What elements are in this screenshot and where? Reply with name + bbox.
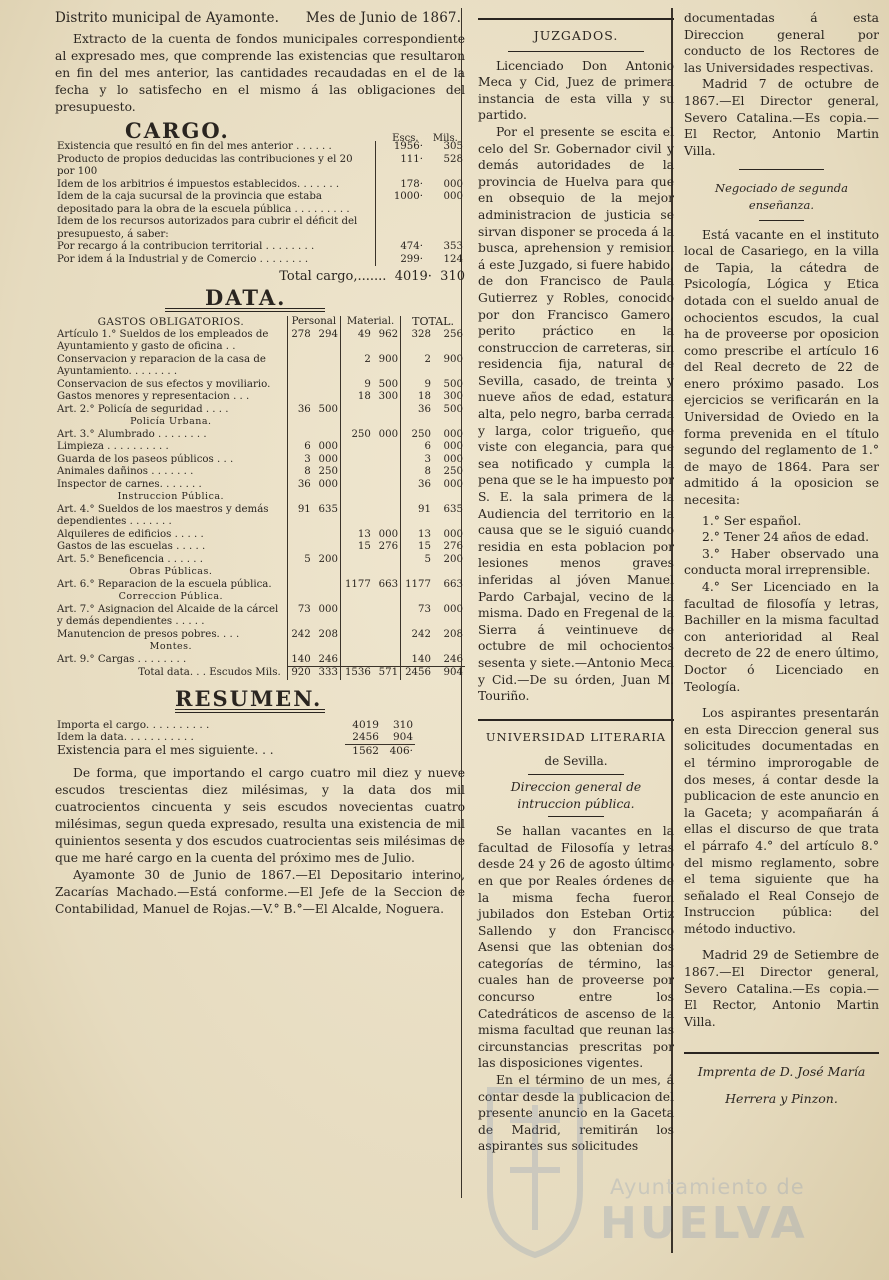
resumen-title: RESUMEN. [175,685,323,711]
data-spacer-cell [373,416,401,429]
data-total-mils: 900 [443,353,463,365]
data-row-label: Alquileres de edificios . . . . . [57,528,204,540]
cargo-row-label: Idem de los arbitrios é impuestos establecidos. . . . . . . [57,178,340,190]
data-spacer-cell [287,641,313,654]
page-header [55,10,465,27]
data-row-label: Art. 7.° Asignacion del Alcaide de la cárcel y demás dependientes . . . . . [57,603,279,627]
data-personal-mils: 250 [318,466,338,477]
closing-paragraph: De forma, que importando el cargo cuatro mil diez y nueve escudos trescientas diez milésimas, y la data dos mil cuatrocientos cincuenta y seis escudos novecientas cuatro milésimas, segun queda expresado, resulta una existencia de mil quinientos sesenta y dos escudos cuatrocientas seis milésimas de que me haré cargo en la cuenta del próximo mes de Julio. [55,766,465,865]
data-total-mils: 000 [443,453,463,465]
data-material-mils [373,629,401,642]
column-negociado [684,10,879,1108]
data-row-label: Art. 9.° Cargas . . . . . . . . [57,653,187,665]
watermark-line1: Ayuntamiento de [610,1175,805,1199]
cargo-total-label: Total cargo,....... [279,269,387,284]
data-row-label: Manutencion de presos pobres. . . . [57,628,240,640]
closing-text [55,765,465,918]
cargo-col-mils: Mils. [432,133,458,144]
data-row [55,654,465,667]
cargo-row-escs: 1956· [375,141,425,154]
data-personal-mils: 294 [318,328,338,340]
resumen-escs: 2456 [345,731,381,744]
data-total-mils: 500 [443,378,463,390]
data-personal-escs: 36 [287,404,313,417]
resumen-mils: 310 [392,718,413,731]
data-total-mils: 246 [443,653,463,665]
data-section-head: Instruccion Pública. [117,491,225,502]
closing-signature: Ayamonte 30 de Junio de 1867.—El Depositario interino, Zacarías Machado.—Está conforme.—El Jefe de la Seccion de Contabilidad, Manuel de Rojas.—V.° B.°—El Alcalde, Noguera. [55,868,465,916]
data-material-escs: 9 [340,379,372,392]
data-personal-mils [313,354,341,379]
data-personal-mils [313,391,341,404]
cargo-row-mils [425,216,465,241]
data-total-escs: 8 [401,466,433,479]
data-total-escs: 140 [401,654,433,667]
data-personal-escs: 3 [287,454,313,467]
data-material-mils: 962 [378,328,399,340]
data-personal-escs: 73 [287,604,313,629]
data-spacer-cell [433,591,465,604]
resumen-section [55,685,465,758]
resumen-table [55,719,465,758]
data-total-p2: 333 [313,667,341,680]
data-row-label: Gastos de las escuelas . . . . . [57,541,206,552]
data-row [55,466,465,479]
data-row [55,579,465,592]
cargo-row [55,154,465,179]
data-total-mils: 000 [443,603,463,615]
cargo-row [55,179,465,192]
data-material-escs [340,629,372,642]
data-total-escs: 5 [401,554,433,567]
cargo-row-label: Por recargo á la contribucion territorial . . . . . . . . [57,241,315,252]
data-material-mils [373,554,401,567]
imprenta-line2: Herrera y Pinzon. [725,1091,838,1107]
requirements-list [684,513,879,696]
data-personal-escs: 242 [287,629,313,642]
resumen-label: Importa el cargo. . . . . . . . . . [57,718,210,731]
data-spacer-cell [313,416,341,429]
data-material-mils [373,504,401,529]
data-spacer-cell [313,566,341,579]
juzgados-title: JUZGADOS. [533,28,619,43]
data-spacer-cell [287,416,313,429]
data-material-mils [373,654,401,667]
vacante-paragraph: Está vacante en el instituto local de Casariego, en la villa de Tapia, la cátedra de Psicología, Lógica y Etica dotada con el sueldo anual de ochocientos escudos, la cual ha de proveerse por oposicion como prescribe el artículo 16 del Real decreto de 22 de enero próximo pasado. Los ejercicios se verificarán en la Universidad de Oviedo en la forma prevenida en el título segundo del reglamento de 1.° de mayo de 1864. Para ser admitido á la oposicion se necesita: [684,227,879,508]
data-total-mils: 208 [443,628,463,640]
cargo-row-label: Existencia que resultó en fin del mes anterior . . . . . . [57,141,332,152]
direccion-general: Direccion general de intruccion pública. [510,779,642,811]
data-material-escs [340,441,372,454]
cargo-row-escs [375,216,425,241]
resumen-row [55,744,465,757]
cargo-row-mils: 353 [443,241,463,252]
data-personal-escs: 140 [287,654,313,667]
data-section-head: Policía Urbana. [130,416,212,427]
data-spacer-cell [373,641,401,654]
cargo-row [55,216,465,241]
data-row [55,391,465,404]
data-row [55,604,465,629]
data-personal-escs [287,354,313,379]
data-spacer-cell [340,591,372,604]
data-spacer-cell [433,416,465,429]
data-total-m2: 571 [373,667,401,680]
data-total-mils: 256 [443,328,463,340]
data-row [55,504,465,529]
cargo-title: CARGO. [125,118,230,143]
header-district: Distrito municipal de Ayamonte. [55,10,280,26]
data-material-escs [340,454,372,467]
resumen-row [55,719,465,732]
data-total-escs: 18 [401,391,433,404]
cargo-row [55,191,465,216]
data-spacer-cell [287,491,313,504]
data-personal-escs [287,541,313,554]
data-spacer-cell [340,491,372,504]
data-material-escs: 2 [340,354,372,379]
data-personal-mils: 635 [318,503,338,515]
data-section-head: Obras Públicas. [129,566,213,577]
cargo-total [55,268,465,285]
col3-signature-1: Madrid 7 de octubre de 1867.—El Director general, Severo Catalina.—Es copia.—El Rector, Antonio Martin Villa. [684,77,879,158]
data-total-escs: 328 [401,329,433,354]
data-personal-escs [287,379,313,392]
data-row [55,554,465,567]
resumen-escs: 1562 [352,744,379,757]
requirement-item: 3.° Haber observado una conducta moral irreprensible. [684,546,879,578]
data-personal-escs: 91 [287,504,313,529]
data-table [55,316,465,680]
data-material-escs: 49 [340,329,372,354]
data-material-mils [373,441,401,454]
data-total-mils: 000 [443,441,463,452]
cargo-row-label: Por idem á la Industrial y de Comercio . . . . . . . . [57,253,309,265]
data-total-escs: 6 [401,441,433,454]
gastos-head: GASTOS OBLIGATORIOS. [97,316,245,328]
col3-continuation: documentadas á esta Direccion general por conducto de los Rectores de las Universidades respectivas. [684,11,879,75]
cargo-row-mils: 000 [443,191,463,202]
data-spacer-cell [340,641,372,654]
data-total-mils: 276 [443,541,463,552]
data-spacer-cell [340,566,372,579]
data-row-label: Art. 2.° Policía de seguridad . . . . [57,403,229,415]
data-spacer-cell [401,591,433,604]
data-material-mils: 000 [378,428,399,440]
data-material-escs: 13 [340,529,372,542]
cargo-total-mils: 310 [440,269,465,284]
data-personal-mils [313,579,341,592]
data-row [55,529,465,542]
data-total-escs: 3 [401,454,433,467]
cargo-row-mils: 528 [443,153,463,165]
data-personal-escs: 36 [287,479,313,492]
negociado-heading: Negociado de segunda enseñanza. [715,181,848,212]
data-personal-mils [313,529,341,542]
data-spacer-cell [313,591,341,604]
cargo-table [55,141,465,266]
data-spacer-cell [401,641,433,654]
data-section [55,285,465,680]
requirement-item: 2.° Tener 24 años de edad. [702,530,870,545]
data-spacer-cell [313,491,341,504]
col3-signature-2: Madrid 29 de Setiembre de 1867.—El Director general, Severo Catalina.—Es copia.—El Rector, Antonio Martin Villa. [684,948,879,1029]
resumen-escs: 4019 [352,718,379,731]
data-material-mils: 663 [378,578,399,590]
resumen-label: Existencia para el mes siguiente. . . [57,743,274,757]
data-spacer-cell [401,416,433,429]
data-section-row [55,566,465,579]
universidad-body: Se hallan vacantes en la facultad de Filosofía y letras desde 24 y 26 de agosto último en que por Reales órdenes de la misma fecha fueron jubilados don Esteban Ortiz Sallendo y don Francisco Asensi que las obtenian dos categorías de término, las cuales han de proveerse por concurso entre los Catedráticos de ascenso de la misma facultad que reunan las circunstancias prescritas por las disposiciones vigentes. [478,824,674,1071]
data-total-mils: 663 [443,578,463,590]
data-row [55,329,465,354]
data-total-escs: 250 [401,429,433,442]
data-personal-escs [287,429,313,442]
requirement-item: 4.° Ser Licenciado en la facultad de filosofía y letras, Bachiller en la misma facultad con anterioridad al Real decreto de 22 de enero último, Doctor ó Licenciado en Teología. [684,580,879,694]
data-row [55,441,465,454]
data-total-mils: 500 [443,403,463,415]
data-total-escs: 36 [401,479,433,492]
data-personal-mils [313,379,341,392]
data-section-row [55,591,465,604]
data-personal-escs [287,529,313,542]
data-row [55,429,465,442]
universidad-subtitle: de Sevilla. [544,754,608,769]
cargo-row-escs: 474· [375,241,425,254]
data-row-label: Inspector de carnes. . . . . . . [57,478,202,490]
cargo-row-label: Producto de propios deducidas las contribuciones y el 20 por 100 [57,153,353,177]
data-spacer-cell [401,491,433,504]
data-spacer-cell [433,566,465,579]
col-personal: Personal [287,316,340,329]
data-material-escs [340,604,372,629]
data-section-row [55,641,465,654]
data-total-mils: 200 [443,553,463,565]
data-row-label: Limpieza . . . . . . . . . . [57,441,169,452]
data-total-t1: 2456 [401,667,433,680]
data-row-label: Conservacion de sus efectos y moviliario. [57,378,271,390]
data-personal-escs [287,391,313,404]
data-row [55,379,465,392]
data-personal-escs: 8 [287,466,313,479]
data-material-escs [340,479,372,492]
data-personal-mils: 000 [318,478,338,490]
cargo-row-mils: 305 [443,141,463,152]
watermark-line2: HUELVA [600,1198,808,1249]
data-material-escs [340,404,372,417]
data-personal-escs: 278 [287,329,313,354]
data-spacer-cell [433,641,465,654]
cargo-row-escs: 299· [375,254,425,267]
data-material-escs [340,466,372,479]
data-personal-mils: 246 [318,653,338,665]
universidad-term: En el término de un mes, á contar desde la publicacion del presente anuncio en la Gaceta de Madrid, remitirán los aspirantes sus solicitudes [478,1073,674,1154]
data-personal-mils: 208 [318,628,338,640]
data-total-mils: 250 [443,466,463,477]
resumen-spacer [415,719,465,732]
data-row [55,354,465,379]
cargo-row-mils: 124 [443,253,463,265]
data-section-head: Montes. [149,641,193,652]
data-total-escs: 9 [401,379,433,392]
data-personal-mils: 500 [318,403,338,415]
data-total-escs: 73 [401,604,433,629]
data-material-mils [373,479,401,492]
cargo-row-escs: 178· [375,179,425,192]
data-spacer-cell [433,491,465,504]
resumen-mils: 406· [389,744,413,757]
data-material-escs [340,654,372,667]
cargo-row-escs: 1000· [375,191,425,216]
data-title: DATA. [205,285,287,310]
data-material-mils: 500 [378,378,399,390]
data-personal-escs: 6 [287,441,313,454]
cargo-row-label: Idem de la caja sucursal de la provincia que estaba depositado para la obra de la escuela pública . . . . . . . . . [57,191,350,215]
data-row-label: Art. 5.° Beneficencia . . . . . . [57,553,203,565]
column-accounts [55,10,465,918]
universidad-title: UNIVERSIDAD LITERARIA [485,729,667,744]
data-section-row [55,491,465,504]
data-spacer-cell [373,566,401,579]
data-section-head: Correccion Pública. [118,591,224,602]
data-row [55,404,465,417]
data-total-label: Total data. . . Escudos Mils. [138,666,281,678]
data-personal-mils: 000 [318,603,338,615]
cargo-row [55,241,465,254]
data-material-escs: 1177 [340,579,372,592]
resumen-mils: 904 [381,731,415,744]
aspirantes-paragraph: Los aspirantes presentarán en esta Direccion general sus solicitudes documentadas en el término improrogable de dos meses, á contar desde la publicacion de este anuncio en la Gaceta; y acompañarán á ellas el discurso de que trata el párrafo 4.° del artículo 8.° del mismo reglamento, sobre el tema siguiente que ha señalado el Real Consejo de Instruccion pública: del método inductivo. [684,706,879,936]
data-spacer-cell [287,566,313,579]
cargo-row [55,254,465,267]
data-personal-mils: 200 [318,553,338,565]
data-total-mils: 300 [443,391,463,402]
data-total-mils: 000 [443,478,463,490]
data-row [55,629,465,642]
data-personal-mils [313,541,341,554]
cargo-col-escs: Escs. [392,133,419,144]
data-row [55,454,465,467]
data-row [55,541,465,554]
data-row-label: Guarda de los paseos públicos . . . [57,453,234,465]
data-total-escs: 36 [401,404,433,417]
imprenta-line1: Imprenta de D. José María [697,1064,866,1080]
data-personal-escs [287,579,313,592]
data-total-mils: 000 [443,528,463,540]
col-total: TOTAL. [401,316,465,329]
data-spacer-cell [373,491,401,504]
data-total-escs: 13 [401,529,433,542]
cargo-row-escs: 111· [375,154,425,179]
data-material-mils: 900 [378,353,399,365]
juzgados-judge: Licenciado Don Antonio Meca y Cid, Juez de primera instancia de esta villa y su partido. [478,58,674,123]
resumen-spacer [415,744,465,757]
data-personal-escs: 5 [287,554,313,567]
data-total-escs: 2 [401,354,433,379]
data-material-mils [373,454,401,467]
data-row-label: Gastos menores y representacion . . . [57,391,250,402]
data-total-m1: 1536 [340,667,372,680]
data-material-escs: 250 [340,429,372,442]
data-material-escs: 15 [340,541,372,554]
data-material-mils [373,604,401,629]
data-spacer-cell [340,416,372,429]
col-material: Material. [340,316,400,329]
cargo-total-escs: 4019· [394,269,432,284]
data-total-escs: 91 [401,504,433,529]
data-material-mils: 276 [378,541,399,552]
data-material-escs [340,554,372,567]
resumen-label: Idem la data. . . . . . . . . . . [57,731,194,743]
data-spacer-cell [313,641,341,654]
cargo-row-label: Idem de los recursos autorizados para cubrir el déficit del presupuesto, á saber: [57,216,358,240]
data-material-mils [373,466,401,479]
data-material-escs: 18 [340,391,372,404]
data-spacer-cell [401,566,433,579]
data-total-escs: 15 [401,541,433,554]
data-total-p1: 920 [287,667,313,680]
data-row-label: Artículo 1.° Sueldos de los empleados de Ayuntamiento y gasto de oficina . . [57,328,269,352]
header-month: Mes de Junio de 1867. [305,10,461,26]
cargo-row-mils: 000 [443,178,463,190]
data-row-label: Art. 6.° Reparacion de la escuela pública. [57,578,272,590]
data-row-label: Conservacion y reparacion de la casa de Ayuntamiento. . . . . . . . [57,353,266,377]
data-total-mils: 635 [443,503,463,515]
data-personal-mils: 000 [318,453,338,465]
resumen-spacer [415,731,465,744]
data-spacer-cell [287,591,313,604]
data-personal-mils: 000 [318,441,338,452]
data-material-escs [340,504,372,529]
data-material-mils: 300 [378,391,399,402]
data-row-label: Animales dañinos . . . . . . . [57,466,194,477]
data-total-t2: 904 [433,667,465,680]
juzgados-body: Por el presente se escita el celo del Sr. Gobernador civil y demás autoridades de la provincia de Huelva para que en obsequio de la mejor administracion de justicia se sirvan disponer se proceda á la busca, aprehension y remision á este Juzgado, si fuere habido, de don Francisco de Paula Gutierrez y Robles, conocido por don Francisco Gamero, perito práctico en la construccion de carreteras, sin residencia fija, natural de Sevilla, casado, de treinta y nueve años de edad, estatura alta, pelo negro, barba cerrada y larga, color trigueño, que viste con elegancia, para que sea notificado y cumpla la pena que se le ha impuesto por S. E. la sala primera de la Audiencia del territorio en la causa que se le siguió cuando residia en esta poblacion por lesiones menos graves inferidas al jóven Manuel Pardo Carbajal, vecino de la misma. Dado en Fregenal de la Sierra á veintinueve de octubre de mil ochocientos sesenta y siete.—Antonio Meca y Cid.—De su órden, Juan M. Touriño. [478,124,674,704]
cargo-section [55,118,465,285]
data-material-mils [373,404,401,417]
data-total-escs: 1177 [401,579,433,592]
data-section-row [55,416,465,429]
data-total-escs: 242 [401,629,433,642]
data-spacer-cell [373,591,401,604]
column-juzgados [478,10,674,1155]
data-row-label: Art. 4.° Sueldos de los maestros y demás dependientes . . . . . . . [57,503,269,527]
requirement-item: 1.° Ser español. [702,513,802,528]
intro-paragraph: Extracto de la cuenta de fondos municipales correspondiente al expresado mes, que comprende las existencias que resultaron en fin del mes anterior, las cantidades recaudadas en el de la fecha y lo satisfecho en el mismo á las obligaciones del presupuesto. [55,32,465,114]
data-material-mils: 000 [378,528,399,540]
data-row [55,479,465,492]
data-personal-mils [313,429,341,442]
data-row-label: Art. 3.° Alumbrado . . . . . . . . [57,428,207,440]
data-total-mils: 000 [443,428,463,440]
